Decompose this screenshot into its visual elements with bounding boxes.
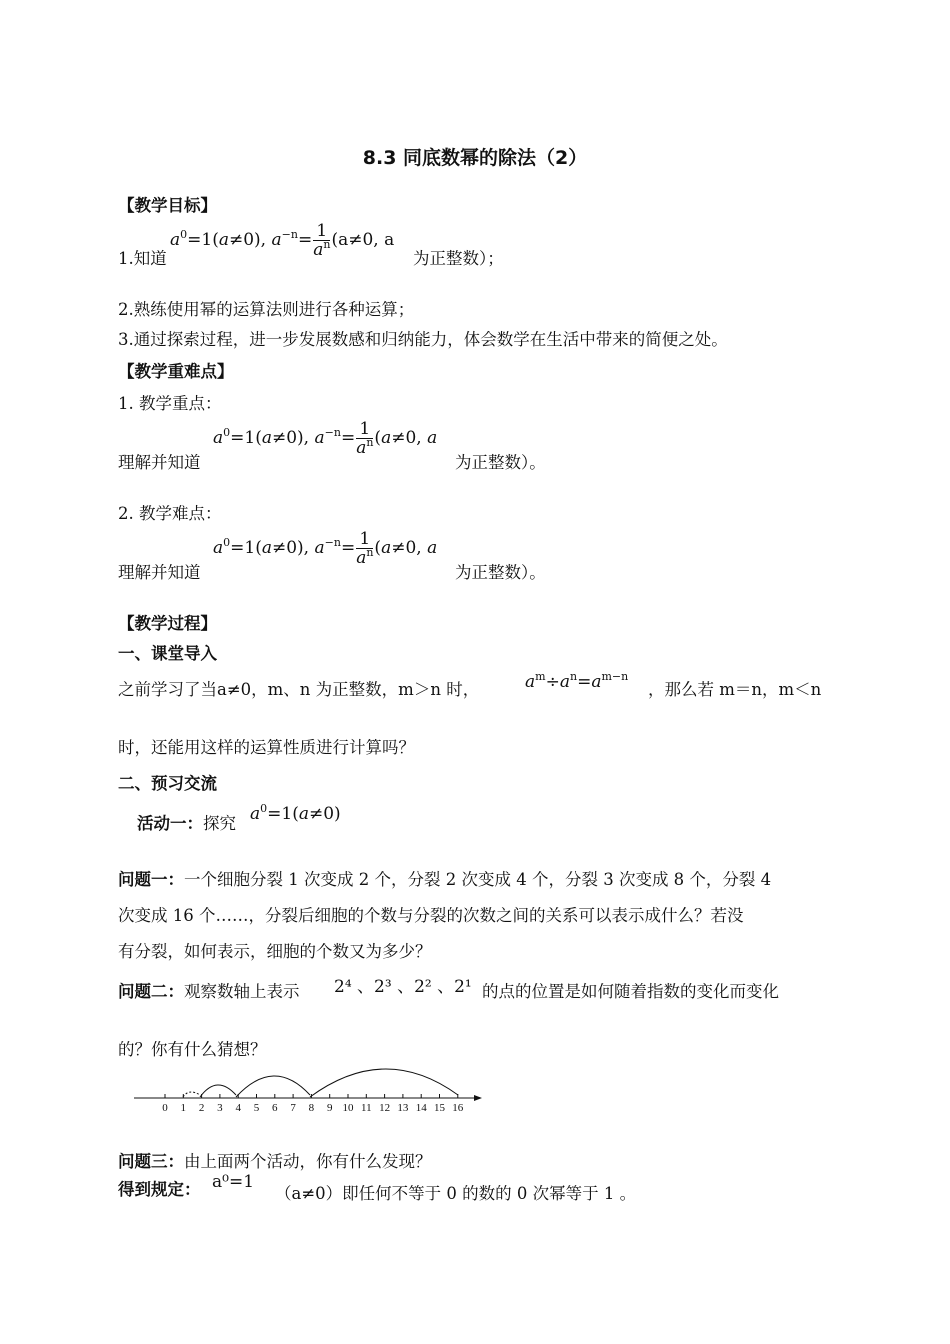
tick-label: 14 [415, 1102, 427, 1114]
tick-label: 5 [253, 1102, 260, 1114]
intro-line-1: 之前学习了当a≠0，m、n 为正整数，m＞n 时， [118, 680, 480, 699]
difficulty-prefix: 理解并知道 [118, 563, 201, 582]
objective-1-suffix: 为正整数）； [413, 249, 504, 268]
question-2-line-1-tail: 的点的位置是如何随着指数的变化而变化 [482, 982, 779, 1001]
section-1-heading: 一、课堂导入 [118, 644, 217, 663]
intro-line-2: 时，还能用这样的运算性质进行计算吗？ [118, 738, 415, 757]
tick-label: 6 [272, 1102, 278, 1114]
section-2-heading: 二、预习交流 [118, 774, 217, 793]
number-line-ticks [162, 1094, 464, 1114]
question-2-powers: 2⁴ 、2³ 、2² 、2¹ [334, 977, 472, 997]
process-heading: 【教学过程】 [118, 614, 217, 633]
intro-formula: $a^m\div a^n=a^{m-n}$ [525, 670, 629, 692]
question-1-line-1: 问题一：一个细胞分裂 1 次变成 2 个，分裂 2 次变成 4 个，分裂 3 次变成 8 个，分裂 4 [118, 870, 772, 889]
difficulty-label: 2. 教学难点： [118, 504, 222, 523]
tick-label: 2 [198, 1102, 205, 1114]
question-1-line-2: 次变成 16 个……，分裂后细胞的个数与分裂的次数之间的关系可以表示成什么？若没 [118, 906, 744, 925]
number-line-figure [130, 1064, 490, 1120]
activity-1-formula: $a^0=1(a\ne 0)$ [250, 802, 341, 824]
question-3: 问题三：由上面两个活动，你有什么发现？ [118, 1152, 432, 1171]
intro-line-1-tail: ，那么若 m＝n，m＜n [648, 680, 822, 699]
key-points-heading: 【教学重难点】 [118, 362, 234, 381]
tick-label: 16 [452, 1102, 464, 1114]
tick-label: 9 [326, 1102, 333, 1114]
tick-label: 11 [361, 1102, 372, 1114]
activity-1: 活动一：探究 [137, 814, 236, 833]
objectives-heading: 【教学目标】 [118, 196, 217, 215]
key-point-suffix: 为正整数）。 [455, 453, 546, 472]
rule-formula: a⁰=1 [212, 1172, 255, 1192]
jump-arc-4-8 [236, 1076, 310, 1097]
tick-label: 12 [379, 1102, 391, 1114]
tick-label: 3 [217, 1102, 223, 1114]
key-point-formula: $a^0=1(a\ne 0)$, $a^{-n}=$ $\frac{1}{a^n}$ (a≠0, a [213, 419, 438, 458]
jump-arc-8-16 [310, 1069, 458, 1097]
key-point-prefix: 理解并知道 [118, 453, 201, 472]
tick-label: 10 [342, 1102, 354, 1114]
tick-label: 0 [162, 1102, 168, 1114]
difficulty-formula: $a^0=1(a\ne 0)$, $a^{-n}=$ $\frac{1}{a^n}$ (a≠0, a [213, 529, 438, 568]
objective-3: 3.通过探索过程，进一步发展数感和归纳能力，体会数学在生活中带来的简便之处。 [118, 330, 728, 349]
tick-label: 15 [434, 1102, 445, 1114]
key-point-label: 1. 教学重点： [118, 394, 222, 413]
question-2-line-1: 问题二：观察数轴上表示 [118, 982, 300, 1001]
tick-label: 8 [308, 1102, 315, 1114]
page-title: 8.3 同底数幂的除法（2） [362, 147, 588, 169]
number-line-arrow [474, 1095, 482, 1101]
tick-label: 13 [397, 1102, 409, 1114]
objective-2: 2.熟练使用幂的运算法则进行各种运算； [118, 300, 415, 319]
tick-label: 7 [290, 1102, 296, 1114]
jump-arc-1-2 [183, 1092, 200, 1097]
question-1-line-3: 有分裂，如何表示，细胞的个数又为多少？ [118, 942, 432, 961]
rule-label: 得到规定： [118, 1180, 201, 1199]
difficulty-suffix: 为正整数）。 [455, 563, 546, 582]
tick-label: 4 [235, 1102, 241, 1114]
jump-arc-2-4 [200, 1085, 236, 1097]
question-2-line-2: 的？你有什么猜想？ [118, 1040, 267, 1059]
objective-1-formula: $a^0=1(a\ne 0)$, $a^{-n}=$ $\frac{1}{a^n}$ (a≠0, a [170, 221, 395, 260]
tick-label: 1 [180, 1102, 187, 1114]
objective-1-prefix: 1.知道 [118, 249, 167, 268]
rule-text: （a≠0）即任何不等于 0 的数的 0 次幂等于 1 。 [275, 1184, 637, 1203]
